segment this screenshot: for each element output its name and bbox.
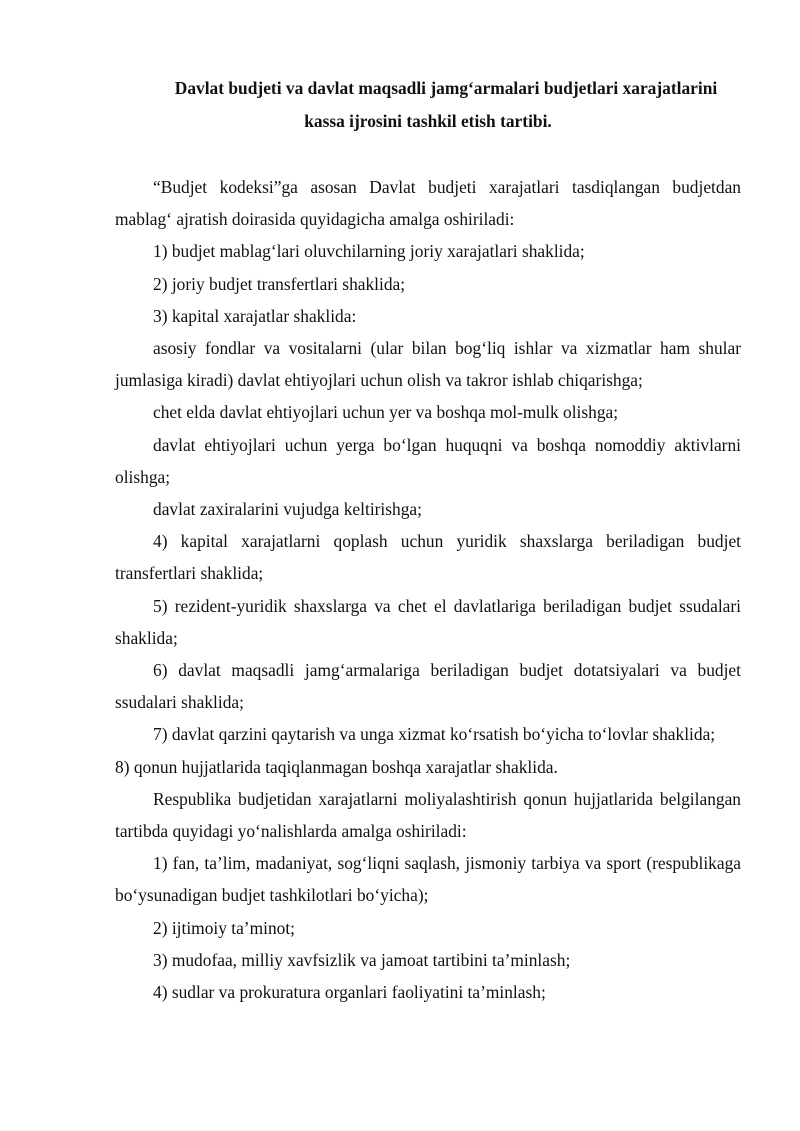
sub-item: asosiy fondlar va vositalarni (ular bilan bog‘liq ishlar va xizmatlar ham shular jumlasiga kiradi) davlat ehtiyojlari uchun olish va takror ishlab chiqarishga; bbox=[115, 338, 741, 391]
title-line-2: kassa ijrosini tashkil etish tartibi. bbox=[304, 111, 552, 131]
list-item: 7) davlat qarzini qaytarish va unga xizmat ko‘rsatish bo‘yicha to‘lovlar shaklida; bbox=[153, 724, 716, 745]
list-item: 6) davlat maqsadli jamg‘armalariga beriladigan budjet dotatsiyalari va budjet ssudalari shaklida; bbox=[115, 660, 741, 713]
list-item: 5) rezident-yuridik shaxslarga va chet el davlatlariga beriladigan budjet ssudalari shaklida; bbox=[115, 595, 741, 648]
document-body bbox=[115, 171, 741, 1008]
sub-item: davlat ehtiyojlari uchun yerga bo‘lgan huquqni va boshqa nomoddiy aktivlarni olishga; bbox=[115, 434, 741, 487]
list-item: 2) joriy budjet transfertlari shaklida; bbox=[153, 273, 406, 294]
sub-item: chet elda davlat ehtiyojlari uchun yer va boshqa mol-mulk olishga; bbox=[153, 402, 619, 423]
paragraph: Respublika budjetidan xarajatlarni moliyalashtirish qonun hujjatlarida belgilangan tartibda quyidagi yo‘nalishlarda amalga oshiriladi: bbox=[115, 788, 741, 842]
list-item: 1) budjet mablag‘lari oluvchilarning joriy xarajatlari shaklida; bbox=[153, 241, 585, 262]
paragraph: “Budjet kodeksi”ga asosan Davlat budjeti xarajatlari tasdiqlangan budjetdan mablag‘ ajratish doirasida quyidagicha amalga oshiriladi: bbox=[115, 177, 741, 230]
document-title bbox=[115, 72, 741, 138]
list-item: 4) sudlar va prokuratura organlari faoliyatini ta’minlash; bbox=[153, 982, 546, 1003]
list-item: 4) kapital xarajatlarni qoplash uchun yuridik shaxslarga beriladigan budjet transfertlari shaklida; bbox=[115, 531, 741, 584]
list-item: 3) mudofaa, milliy xavfsizlik va jamoat tartibini ta’minlash; bbox=[153, 949, 571, 970]
title-line-1: Davlat budjeti va davlat maqsadli jamg‘armalari budjetlari xarajatlarini bbox=[174, 78, 718, 98]
list-item: 8) qonun hujjatlarida taqiqlanmagan boshqa xarajatlar shaklida. bbox=[115, 756, 558, 777]
list-item: 1) fan, ta’lim, madaniyat, sog‘liqni saqlash, jismoniy tarbiya va sport (respublikaga bo‘ysunadigan budjet tashkilotlari bo‘yicha); bbox=[115, 853, 741, 906]
list-item: 2) ijtimoiy ta’minot; bbox=[153, 917, 296, 938]
list-item: 3) kapital xarajatlar shaklida: bbox=[153, 305, 357, 326]
sub-item: davlat zaxiralarini vujudga keltirishga; bbox=[153, 499, 422, 520]
